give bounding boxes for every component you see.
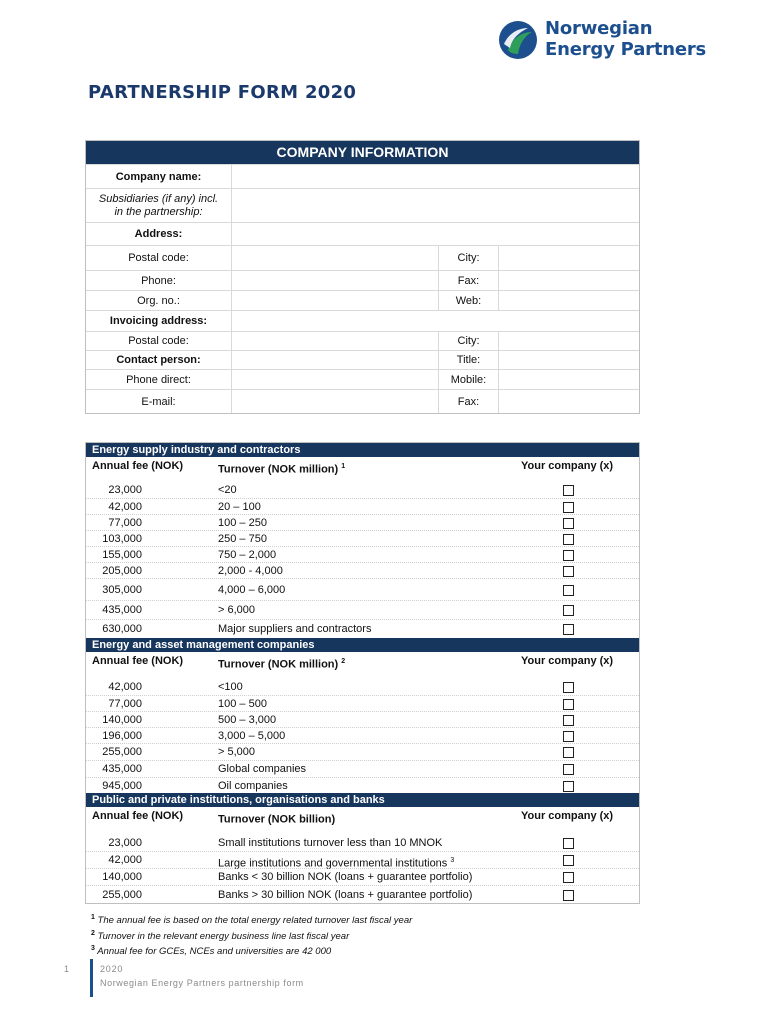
turnover-value: 100 – 500 bbox=[218, 698, 267, 710]
turnover-value: > 6,000 bbox=[218, 604, 256, 616]
fee-row bbox=[86, 868, 639, 885]
your-company-checkbox[interactable] bbox=[563, 624, 574, 635]
annual-fee-value: 205,000 bbox=[102, 565, 142, 577]
turnover-value: <100 bbox=[218, 681, 243, 693]
your-company-checkbox[interactable] bbox=[563, 890, 574, 901]
annual-fee-value: 77,000 bbox=[108, 698, 142, 710]
your-company-checkbox[interactable] bbox=[563, 585, 574, 596]
annual-fee-value: 305,000 bbox=[102, 584, 142, 596]
phone-field[interactable] bbox=[232, 271, 439, 290]
fax-label: Fax: bbox=[439, 271, 499, 290]
invoicing-address-row bbox=[86, 310, 639, 331]
org-web-row bbox=[86, 290, 639, 310]
footer-year: 2020 bbox=[100, 964, 124, 974]
invoice-city-label: City: bbox=[439, 332, 499, 350]
company-information-table bbox=[85, 140, 640, 414]
phone-mobile-row bbox=[86, 369, 639, 389]
fee-row bbox=[86, 743, 639, 760]
fee-row bbox=[86, 695, 639, 711]
fee-row bbox=[86, 835, 639, 851]
your-company-checkbox[interactable] bbox=[563, 872, 574, 883]
turnover-value: Oil companies bbox=[218, 780, 288, 792]
company-information-heading: COMPANY INFORMATION bbox=[86, 141, 639, 164]
fee-row bbox=[86, 711, 639, 727]
footer-divider bbox=[90, 959, 93, 997]
your-company-checkbox[interactable] bbox=[563, 855, 574, 866]
annual-fee-value: 103,000 bbox=[102, 533, 142, 545]
your-company-checkbox[interactable] bbox=[563, 550, 574, 561]
postal-city-row bbox=[86, 245, 639, 270]
your-company-checkbox[interactable] bbox=[563, 518, 574, 529]
fee-row bbox=[86, 777, 639, 793]
annual-fee-value: 42,000 bbox=[108, 681, 142, 693]
turnover-value: <20 bbox=[218, 484, 237, 496]
org-no-field[interactable] bbox=[232, 291, 439, 310]
fee-section-heading: Energy and asset management companies bbox=[86, 638, 639, 652]
web-field[interactable] bbox=[499, 291, 639, 310]
your-company-header: Your company (x) bbox=[521, 655, 614, 667]
title-label: Title: bbox=[439, 351, 499, 369]
email-field[interactable] bbox=[232, 390, 439, 413]
annual-fee-value: 23,000 bbox=[108, 837, 142, 849]
contact-person-field[interactable] bbox=[232, 351, 439, 369]
postal-code-field[interactable] bbox=[232, 246, 439, 270]
annual-fee-header: Annual fee (NOK) bbox=[92, 655, 184, 667]
footnotes bbox=[91, 912, 412, 959]
your-company-checkbox[interactable] bbox=[563, 781, 574, 792]
city-field[interactable] bbox=[499, 246, 639, 270]
address-row bbox=[86, 222, 639, 245]
your-company-checkbox[interactable] bbox=[563, 731, 574, 742]
fee-row bbox=[86, 530, 639, 546]
fee-row bbox=[86, 679, 639, 695]
turnover-header: Turnover (NOK billion) bbox=[218, 813, 336, 826]
subsidiaries-row bbox=[86, 188, 639, 222]
invoicing-address-field[interactable] bbox=[232, 311, 639, 331]
your-company-checkbox[interactable] bbox=[563, 605, 574, 616]
fax-field[interactable] bbox=[499, 271, 639, 290]
contact-fax-field[interactable] bbox=[499, 390, 639, 413]
city-label: City: bbox=[439, 246, 499, 270]
your-company-checkbox[interactable] bbox=[563, 534, 574, 545]
turnover-value: 3,000 – 5,000 bbox=[218, 730, 286, 742]
turnover-value: Large institutions and governmental institutions $^3$ bbox=[218, 857, 455, 870]
annual-fee-value: 155,000 bbox=[102, 549, 142, 561]
fee-row bbox=[86, 578, 639, 600]
mobile-label: Mobile: bbox=[439, 370, 499, 389]
fee-row bbox=[86, 546, 639, 562]
fee-row bbox=[86, 482, 639, 498]
fee-section-column-headers bbox=[86, 807, 639, 826]
invoicing-address-label: Invoicing address: bbox=[86, 311, 232, 331]
annual-fee-header: Annual fee (NOK) bbox=[92, 810, 184, 822]
email-label: E-mail: bbox=[86, 390, 232, 413]
turnover-value: Major suppliers and contractors bbox=[218, 623, 372, 635]
logo-text-line2: Energy Partners bbox=[545, 39, 707, 60]
turnover-value: 100 – 250 bbox=[218, 517, 267, 529]
invoice-city-field[interactable] bbox=[499, 332, 639, 350]
turnover-header: Turnover (NOK million) $^2$ bbox=[218, 658, 346, 671]
fee-row bbox=[86, 562, 639, 578]
your-company-checkbox[interactable] bbox=[563, 502, 574, 513]
invoice-postal-city-row bbox=[86, 331, 639, 350]
annual-fee-value: 435,000 bbox=[102, 763, 142, 775]
turnover-header: Turnover (NOK million) $^1$ bbox=[218, 463, 346, 476]
your-company-checkbox[interactable] bbox=[563, 485, 574, 496]
fee-tables bbox=[85, 442, 640, 904]
footnote: $^1$ The annual fee is based on the total energy related turnover last fiscal year bbox=[91, 914, 413, 927]
fee-row bbox=[86, 498, 639, 514]
company-name-field[interactable] bbox=[232, 165, 639, 188]
fee-row bbox=[86, 600, 639, 619]
contact-fax-label: Fax: bbox=[439, 390, 499, 413]
org-no-label: Org. no.: bbox=[86, 291, 232, 310]
page-number: 1 bbox=[64, 964, 70, 974]
annual-fee-value: 77,000 bbox=[108, 517, 142, 529]
company-logo bbox=[498, 18, 718, 68]
your-company-header: Your company (x) bbox=[521, 810, 614, 822]
footer-document-name: Norwegian Energy Partners partnership form bbox=[100, 978, 304, 988]
address-field[interactable] bbox=[232, 223, 639, 245]
annual-fee-value: 945,000 bbox=[102, 780, 142, 792]
turnover-value: 4,000 – 6,000 bbox=[218, 584, 286, 596]
fee-section-column-headers bbox=[86, 457, 639, 476]
phone-direct-field[interactable] bbox=[232, 370, 439, 389]
your-company-checkbox[interactable] bbox=[563, 699, 574, 710]
turnover-value: Banks < 30 billion NOK (loans + guarantee portfolio) bbox=[218, 871, 473, 883]
annual-fee-header: Annual fee (NOK) bbox=[92, 460, 184, 472]
fee-section-column-headers bbox=[86, 652, 639, 671]
annual-fee-value: 630,000 bbox=[102, 623, 142, 635]
phone-fax-row bbox=[86, 270, 639, 290]
email-fax-row bbox=[86, 389, 639, 413]
annual-fee-value: 23,000 bbox=[108, 484, 142, 496]
fee-row bbox=[86, 619, 639, 638]
fee-row bbox=[86, 760, 639, 777]
web-label: Web: bbox=[439, 291, 499, 310]
fee-row bbox=[86, 514, 639, 530]
turnover-value: 250 – 750 bbox=[218, 533, 267, 545]
annual-fee-value: 140,000 bbox=[102, 714, 142, 726]
your-company-checkbox[interactable] bbox=[563, 764, 574, 775]
your-company-checkbox[interactable] bbox=[563, 682, 574, 693]
footnote: $^2$ Turnover in the relevant energy business line last fiscal year bbox=[91, 929, 350, 942]
invoice-postal-code-label: Postal code: bbox=[86, 332, 232, 350]
turnover-value: Small institutions turnover less than 10 MNOK bbox=[218, 837, 443, 849]
annual-fee-value: 42,000 bbox=[108, 854, 142, 866]
fee-section-heading: Energy supply industry and contractors bbox=[86, 443, 639, 457]
turnover-value: > 5,000 bbox=[218, 746, 256, 758]
annual-fee-value: 435,000 bbox=[102, 604, 142, 616]
invoice-postal-code-field[interactable] bbox=[232, 332, 439, 350]
contact-person-label: Contact person: bbox=[86, 351, 232, 369]
turnover-value: Banks > 30 billion NOK (loans + guarantee portfolio) bbox=[218, 889, 473, 901]
annual-fee-value: 196,000 bbox=[102, 730, 142, 742]
turnover-value: 750 – 2,000 bbox=[218, 549, 277, 561]
address-label: Address: bbox=[86, 223, 232, 245]
turnover-value: 20 – 100 bbox=[218, 501, 261, 513]
title-field[interactable] bbox=[499, 351, 639, 369]
turnover-value: Global companies bbox=[218, 763, 307, 775]
company-name-row bbox=[86, 164, 639, 188]
your-company-checkbox[interactable] bbox=[563, 566, 574, 577]
fee-row bbox=[86, 727, 639, 743]
annual-fee-value: 255,000 bbox=[102, 746, 142, 758]
phone-direct-label: Phone direct: bbox=[86, 370, 232, 389]
logo-text-line1: Norwegian bbox=[545, 18, 653, 39]
contact-title-row bbox=[86, 350, 639, 369]
annual-fee-value: 255,000 bbox=[102, 889, 142, 901]
logo-mark-icon bbox=[498, 20, 538, 60]
annual-fee-value: 42,000 bbox=[108, 501, 142, 513]
subsidiaries-field[interactable] bbox=[232, 189, 639, 222]
fee-row bbox=[86, 851, 639, 868]
subsidiaries-label: Subsidiaries (if any) incl. in the partnership: bbox=[86, 189, 232, 222]
footnote: $^3$ Annual fee for GCEs, NCEs and universities are 42 000 bbox=[91, 945, 332, 958]
your-company-checkbox[interactable] bbox=[563, 838, 574, 849]
fee-section-heading: Public and private institutions, organisations and banks bbox=[86, 793, 639, 807]
your-company-checkbox[interactable] bbox=[563, 747, 574, 758]
turnover-value: 2,000 - 4,000 bbox=[218, 565, 283, 577]
page-title: PARTNERSHIP FORM 2020 bbox=[88, 82, 357, 103]
turnover-value: 500 – 3,000 bbox=[218, 714, 277, 726]
annual-fee-value: 140,000 bbox=[102, 871, 142, 883]
phone-label: Phone: bbox=[86, 271, 232, 290]
postal-code-label: Postal code: bbox=[86, 246, 232, 270]
fee-row bbox=[86, 885, 639, 903]
your-company-checkbox[interactable] bbox=[563, 715, 574, 726]
company-name-label: Company name: bbox=[86, 165, 232, 188]
mobile-field[interactable] bbox=[499, 370, 639, 389]
your-company-header: Your company (x) bbox=[521, 460, 614, 472]
